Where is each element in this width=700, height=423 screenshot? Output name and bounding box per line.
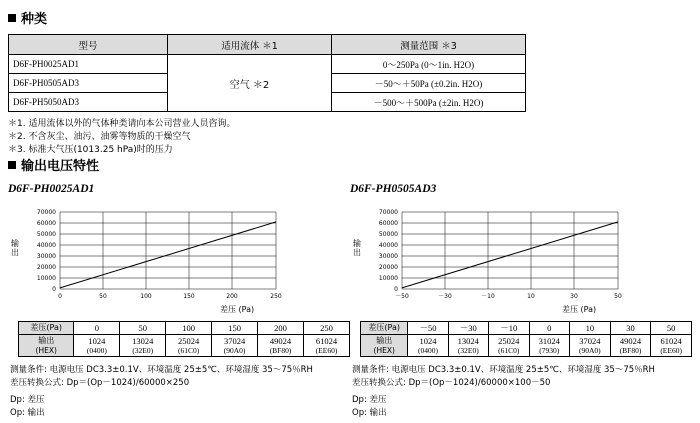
cell-output-hex: (BF80): [269, 346, 292, 355]
rowhead-pressure: 差压(Pa): [361, 322, 408, 335]
panel-title: D6F-PH0505AD3: [350, 183, 437, 195]
chart-ylabel: 输出: [353, 239, 361, 257]
cell-output-dec: 1024: [419, 336, 437, 346]
chart-xlabel: 差压 (Pa): [220, 305, 255, 314]
cell-output-hex: (90A0): [223, 346, 246, 355]
cell-output: [212, 335, 258, 357]
svg-text:150: 150: [183, 293, 195, 300]
cell-output-hex: (32E0): [132, 346, 154, 355]
svg-text:20000: 20000: [36, 264, 56, 271]
cell-output: [258, 335, 304, 357]
section-types-heading-label: 种类: [21, 12, 48, 27]
cell-output: [570, 335, 611, 357]
cell-model: D6F-PH0505AD3: [9, 74, 168, 93]
svg-text:50000: 50000: [36, 231, 56, 238]
cell-pressure: －10: [489, 322, 530, 335]
cell-pressure: 250: [303, 322, 349, 335]
cell-output-dec: 13024: [457, 336, 479, 346]
note-2: ＊2. 不含灰尘、油污、油雾等物质的干燥空气: [8, 132, 191, 142]
svg-text:－50: －50: [395, 293, 409, 300]
cell-output: [74, 335, 120, 357]
cell-output: [651, 335, 692, 357]
panel-d6f-ph0505ad3: [350, 183, 692, 420]
cell-output-dec: 61024: [315, 336, 338, 346]
table-row-output: [19, 335, 350, 357]
cell-output: [408, 335, 448, 357]
cell-output: [529, 335, 570, 357]
cell-output-hex: (0400): [417, 346, 438, 355]
cell-output-hex: (EE60): [660, 346, 682, 355]
cell-pressure: 50: [651, 322, 692, 335]
values-table-left: [18, 321, 350, 357]
values-table-right: [360, 321, 692, 357]
cell-pressure: －50: [408, 322, 448, 335]
cell-output-hex: (EE60): [315, 346, 338, 355]
svg-text:10: 10: [527, 293, 535, 300]
cell-fluid: 空气 ＊2: [168, 55, 332, 112]
types-notes: [8, 118, 692, 157]
svg-text:0: 0: [52, 286, 56, 293]
svg-text:50000: 50000: [378, 231, 398, 238]
bullet-square-icon: [8, 161, 16, 169]
cell-range: 0～250Pa (0～1in. H2O): [332, 55, 526, 74]
svg-text:70000: 70000: [36, 209, 56, 216]
svg-text:20000: 20000: [378, 264, 398, 271]
cell-model: D6F-PH5050AD3: [9, 93, 168, 112]
panel-footnotes-left: [10, 364, 350, 420]
svg-text:10000: 10000: [36, 275, 56, 282]
rowhead-output: [19, 335, 74, 357]
cell-pressure: 50: [120, 322, 166, 335]
cell-pressure: 200: [258, 322, 304, 335]
cell-output: [489, 335, 530, 357]
panel-footnotes-right: [352, 364, 692, 420]
cell-output-dec: 13024: [132, 336, 154, 346]
footnote-formula: 差压转换公式: Dp＝(Op－1024)/60000×250: [10, 378, 190, 388]
cell-output-dec: 1024: [88, 336, 106, 346]
cell-output-dec: 37024: [223, 336, 246, 346]
rowhead-pressure: 差压(Pa): [19, 322, 74, 335]
svg-text:60000: 60000: [36, 220, 56, 227]
svg-text:50: 50: [99, 293, 107, 300]
footnote-op: Op: 输出: [352, 408, 387, 418]
cell-output-dec: 25024: [178, 336, 200, 346]
footnote-conditions: 测量条件: 电源电压 DC3.3±0.1V、环境温度 25±5℃、环境湿度 35～75％RH: [10, 365, 313, 375]
col-header-range: 测量范围 ＊3: [332, 35, 526, 55]
footnote-conditions: 测量条件: 电源电压 DC3.3±0.1V、环境温度 25±5℃、环境湿度 35～75％RH: [352, 365, 655, 375]
chart-xlabel: 差压 (Pa): [562, 305, 597, 314]
cell-output-dec: 31024: [538, 336, 560, 346]
cell-range: －50～＋50Pa (±0.2in. H2O): [332, 74, 526, 93]
output-panels: [8, 183, 692, 420]
chart-ph0025ad1: [10, 201, 330, 313]
note-1: ＊1. 适用流体以外的气体种类请向本公司营业人员咨询。: [8, 119, 236, 129]
section-types: [8, 8, 692, 157]
svg-text:－10: －10: [481, 293, 495, 300]
rowhead-output-line1: 输出: [376, 336, 393, 345]
section-types-heading: [8, 8, 692, 27]
cell-output: [120, 335, 166, 357]
types-table: [8, 34, 526, 112]
table-row: [9, 55, 526, 74]
rowhead-output-line2: (HEX): [373, 346, 395, 355]
footnote-dp: Dp: 差压: [352, 395, 387, 405]
svg-text:10000: 10000: [378, 275, 398, 282]
cell-output-hex: (BF80): [619, 346, 642, 355]
cell-output-hex: (32E0): [457, 346, 479, 355]
cell-range: －500～＋500Pa (±2in. H2O): [332, 93, 526, 112]
footnote-op: Op: 输出: [10, 408, 45, 418]
section-output-characteristics: [8, 155, 692, 420]
table-row-pressure: [19, 322, 350, 335]
footnote-formula: 差压转换公式: Dp＝(Op－1024)/60000×100－50: [352, 378, 551, 388]
cell-pressure: 10: [570, 322, 611, 335]
chart-ph0505ad3: [352, 201, 672, 313]
cell-output: [166, 335, 212, 357]
panel-title: D6F-PH0025AD1: [8, 183, 95, 195]
cell-output-hex: (90A0): [579, 346, 601, 355]
chart-svg: [364, 201, 654, 311]
svg-text:－30: －30: [438, 293, 452, 300]
svg-text:30: 30: [570, 293, 578, 300]
panel-d6f-ph0025ad1: [8, 183, 350, 420]
svg-text:250: 250: [270, 293, 282, 300]
bullet-square-icon: [8, 14, 16, 22]
chart-svg: [22, 201, 312, 311]
cell-output-dec: 49024: [269, 336, 292, 346]
cell-output: [303, 335, 349, 357]
cell-output-dec: 49024: [619, 336, 642, 346]
cell-output-hex: (0400): [86, 346, 107, 355]
cell-model: D6F-PH0025AD1: [9, 55, 168, 74]
section-output-heading: [8, 155, 692, 174]
cell-output: [448, 335, 489, 357]
svg-text:30000: 30000: [378, 253, 398, 260]
table-row-pressure: [361, 322, 692, 335]
cell-output: [610, 335, 651, 357]
note-3: ＊3. 标准大气压(1013.25 hPa)时的压力: [8, 145, 173, 155]
svg-text:100: 100: [140, 293, 152, 300]
svg-text:30000: 30000: [36, 253, 56, 260]
svg-text:60000: 60000: [378, 220, 398, 227]
chart-ylabel: 输出: [11, 239, 19, 257]
svg-text:40000: 40000: [378, 242, 398, 249]
rowhead-output: [361, 335, 408, 357]
cell-pressure: 30: [610, 322, 651, 335]
svg-text:0: 0: [58, 293, 62, 300]
table-header-row: [9, 35, 526, 55]
cell-output-dec: 61024: [660, 336, 682, 346]
cell-pressure: 150: [212, 322, 258, 335]
cell-pressure: 100: [166, 322, 212, 335]
cell-output-hex: (61C0): [178, 346, 200, 355]
svg-text:40000: 40000: [36, 242, 56, 249]
rowhead-output-line1: 输出: [38, 336, 55, 345]
rowhead-output-line2: (HEX): [35, 346, 57, 355]
col-header-model: 型号: [9, 35, 168, 55]
cell-output-dec: 37024: [579, 336, 601, 346]
section-output-heading-label: 输出电压特性: [21, 159, 100, 174]
svg-text:0: 0: [394, 286, 398, 293]
cell-output-dec: 25024: [498, 336, 520, 346]
svg-text:70000: 70000: [378, 209, 398, 216]
cell-output-hex: (61C0): [498, 346, 520, 355]
svg-text:200: 200: [226, 293, 238, 300]
cell-pressure: －30: [448, 322, 489, 335]
cell-pressure: 0: [529, 322, 570, 335]
cell-output-hex: (7930): [539, 346, 560, 355]
svg-text:50: 50: [614, 293, 622, 300]
table-row-output: [361, 335, 692, 357]
cell-pressure: 0: [74, 322, 120, 335]
footnote-dp: Dp: 差压: [10, 395, 45, 405]
col-header-fluid: 适用流体 ＊1: [168, 35, 332, 55]
